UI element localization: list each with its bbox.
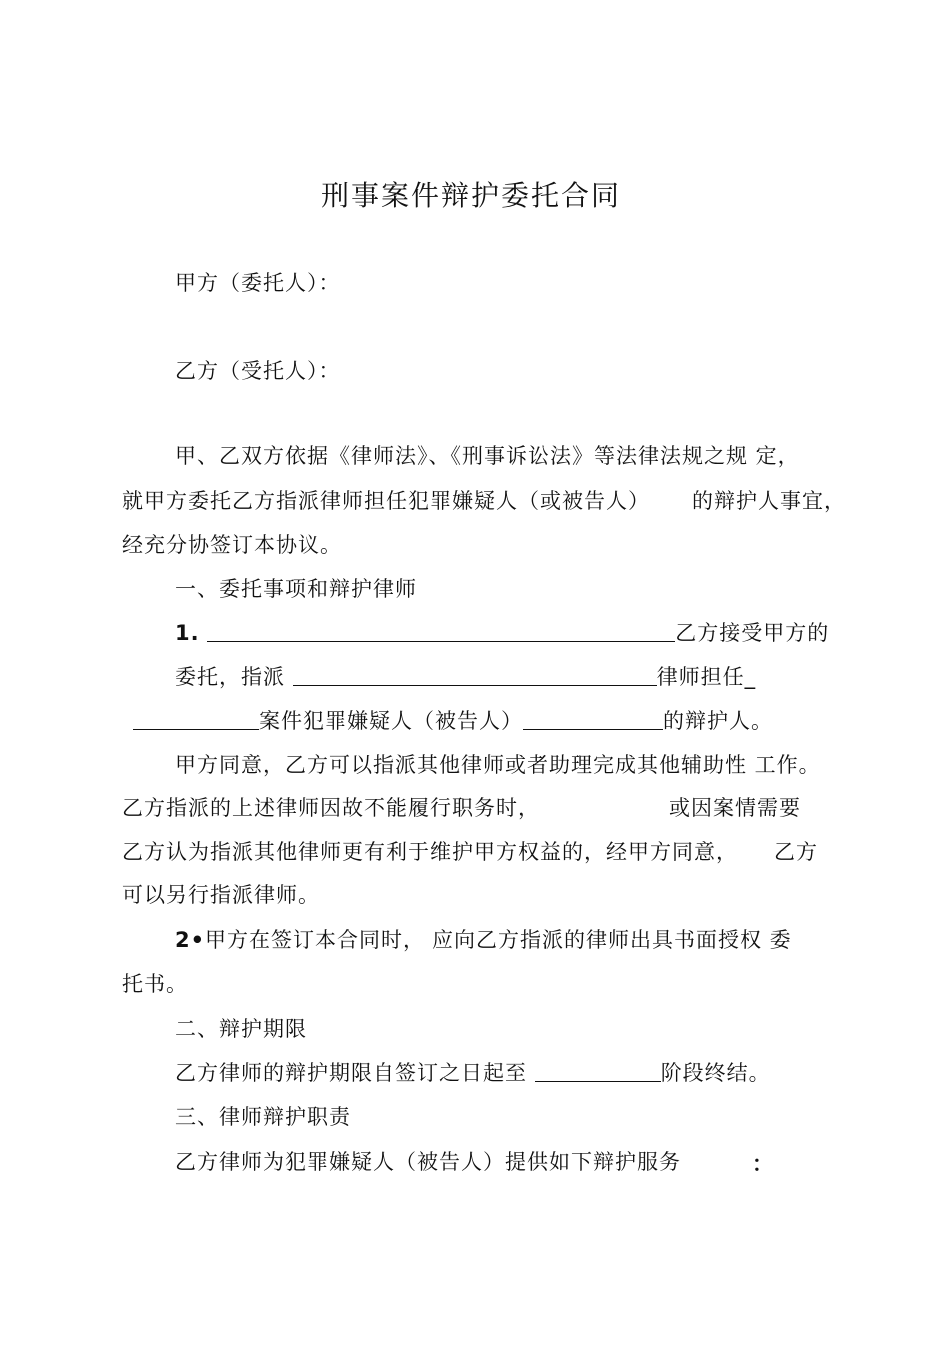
intro-line-1: 甲、乙双方依据《律师法》、《刑事诉讼法》等法律法规之规 定， xyxy=(175,444,800,468)
section-3-colon: ： xyxy=(752,1152,774,1176)
consent-line-1: 甲方同意，乙方可以指派其他律师或者助理完成其他辅助性 工作。 xyxy=(175,753,821,777)
item-2-number: 2• xyxy=(175,928,206,952)
item-1-number: 1. xyxy=(175,621,200,645)
consent-line-3b: 乙方 xyxy=(774,840,818,864)
item-2-line-2: 托书。 xyxy=(122,972,188,996)
document-title: 刑事案件辩护委托合同 xyxy=(321,179,622,212)
consent-line-3a: 乙方认为指派其他律师更有利于维护甲方权益的，经甲方同意， xyxy=(122,840,738,864)
consent-line-2a: 乙方指派的上述律师因故不能履行职务时， xyxy=(122,796,540,820)
intro-line-2a: 就甲方委托乙方指派律师担任犯罪嫌疑人（或被告人） xyxy=(122,489,650,513)
item-1-tail: 乙方接受甲方的 xyxy=(675,621,830,645)
item-1-line-2 xyxy=(175,663,756,691)
lawyer-name-blank xyxy=(293,663,657,686)
consent-line-2b: 或因案情需要 xyxy=(669,796,801,820)
blank-line xyxy=(207,619,675,642)
party-b-label: 乙方（受托人）： xyxy=(175,359,341,383)
item-1-line-2-pre: 委托，指派 xyxy=(175,665,285,689)
section-2-text xyxy=(175,1059,771,1087)
section-2-text-post: 阶段终结。 xyxy=(660,1061,771,1085)
item-2-part-a: 甲方在签订本合同时， xyxy=(205,928,426,952)
item-1-line-3-mid: 案件犯罪嫌疑人（被告人） xyxy=(259,709,523,733)
item-2-line-1 xyxy=(175,926,425,954)
section-3-heading: 三、律师辩护职责 xyxy=(175,1105,351,1129)
intro-line-3: 经充分协签订本协议。 xyxy=(122,533,342,557)
section-2-text-pre: 乙方律师的辩护期限自签订之日起至 xyxy=(175,1061,527,1085)
case-name-blank xyxy=(133,707,259,730)
section-2-heading: 二、辩护期限 xyxy=(175,1017,307,1041)
item-1-line-3-tail: 的辩护人。 xyxy=(663,709,773,733)
intro-line-2b: 的辩护人事宜， xyxy=(692,489,846,513)
item-1-line-3 xyxy=(133,707,773,735)
party-a-label: 甲方（委托人）： xyxy=(175,271,341,295)
defendant-name-blank xyxy=(523,707,663,730)
section-3-text: 乙方律师为犯罪嫌疑人（被告人）提供如下辩护服务 xyxy=(175,1150,681,1174)
item-1-line-2-post: 律师担任_ xyxy=(656,665,757,689)
item-1-line-1 xyxy=(175,619,829,647)
item-2-part-b: 应向乙方指派的律师出具书面授权 委 xyxy=(432,928,792,952)
section-1-heading: 一、委托事项和辩护律师 xyxy=(175,577,417,601)
consent-line-4: 可以另行指派律师。 xyxy=(122,883,320,907)
stage-blank xyxy=(535,1059,661,1082)
